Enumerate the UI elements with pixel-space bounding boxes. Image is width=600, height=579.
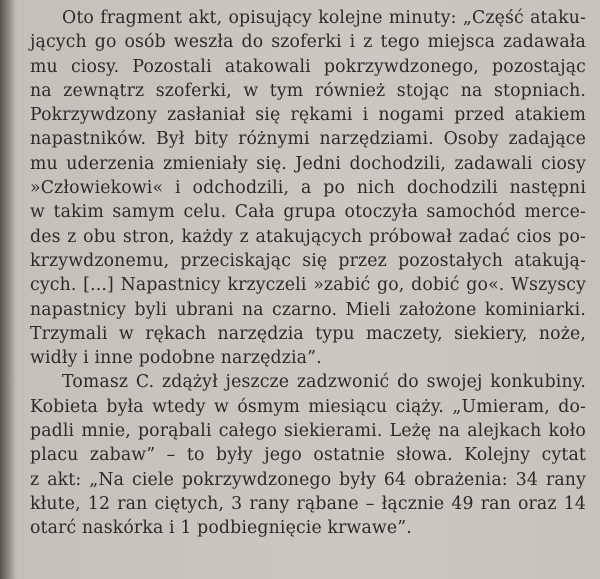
text-line: mu ciosy. Pozostali atakowali pokrzywdzonego, pozostając (30, 56, 586, 77)
text-line: napastnicy byli ubrani na czarno. Mieli założone kominiarki. (30, 299, 586, 320)
text-line: krzywdzonemu, przeciskając się przez pozostałych atakują- (30, 250, 586, 271)
text-line: »Człowiekowi« i odchodzili, a po nich dochodzili następni (30, 178, 586, 199)
text-line: Tomasz C. zdążył jeszcze zadzwonić do swojej konkubiny. (62, 372, 586, 393)
text-line: otarć naskórka i 1 podbiegnięcie krwawe”. (30, 518, 412, 539)
text-line: Kobieta była wtedy w ósmym miesiącu ciąży. „Umieram, do- (30, 396, 586, 417)
text-line: napastników. Był bity różnymi narzędziami. Osoby zadające (30, 129, 586, 150)
text-line: kłute, 12 ran ciętych, 3 rany rąbane – łącznie 49 ran oraz 14 (30, 493, 586, 514)
text-line: jących go osób weszła do szoferki i z tego miejsca zadawała (30, 32, 586, 53)
text-line: mu uderzenia zmieniały się. Jedni dochodzili, zadawali ciosy (30, 153, 586, 174)
page-gutter-shadow (0, 0, 16, 579)
text-line: cych. [...] Napastnicy krzyczeli »zabić go, dobić go«. Wszyscy (30, 275, 586, 296)
text-line: widły i inne podobne narzędzia”. (30, 348, 322, 369)
text-line: Trzymali w rękach narzędzia typu maczety, siekiery, noże, (30, 323, 586, 344)
body-text (30, 6, 586, 541)
text-line: Pokrzywdzony zasłaniał się rękami i nogami przed atakiem (30, 105, 586, 126)
text-line: Oto fragment akt, opisujący kolejne minuty: „Część ataku- (62, 8, 586, 28)
text-line: padli mnie, porąbali całego siekierami. Leżę na alejkach koło (30, 421, 586, 442)
text-line: placu zabaw” – to były jego ostatnie słowa. Kolejny cytat (30, 445, 586, 466)
text-line: w takim samym celu. Cała grupa otoczyła samochód merce- (30, 202, 586, 223)
text-line: des z obu stron, każdy z atakujących próbował zadać cios po- (30, 226, 586, 247)
text-line: z akt: „Na ciele pokrzywdzonego były 64 obrażenia: 34 rany (30, 469, 586, 490)
text-line: na zewnątrz szoferki, w tym również stojąc na stopniach. (30, 80, 586, 101)
